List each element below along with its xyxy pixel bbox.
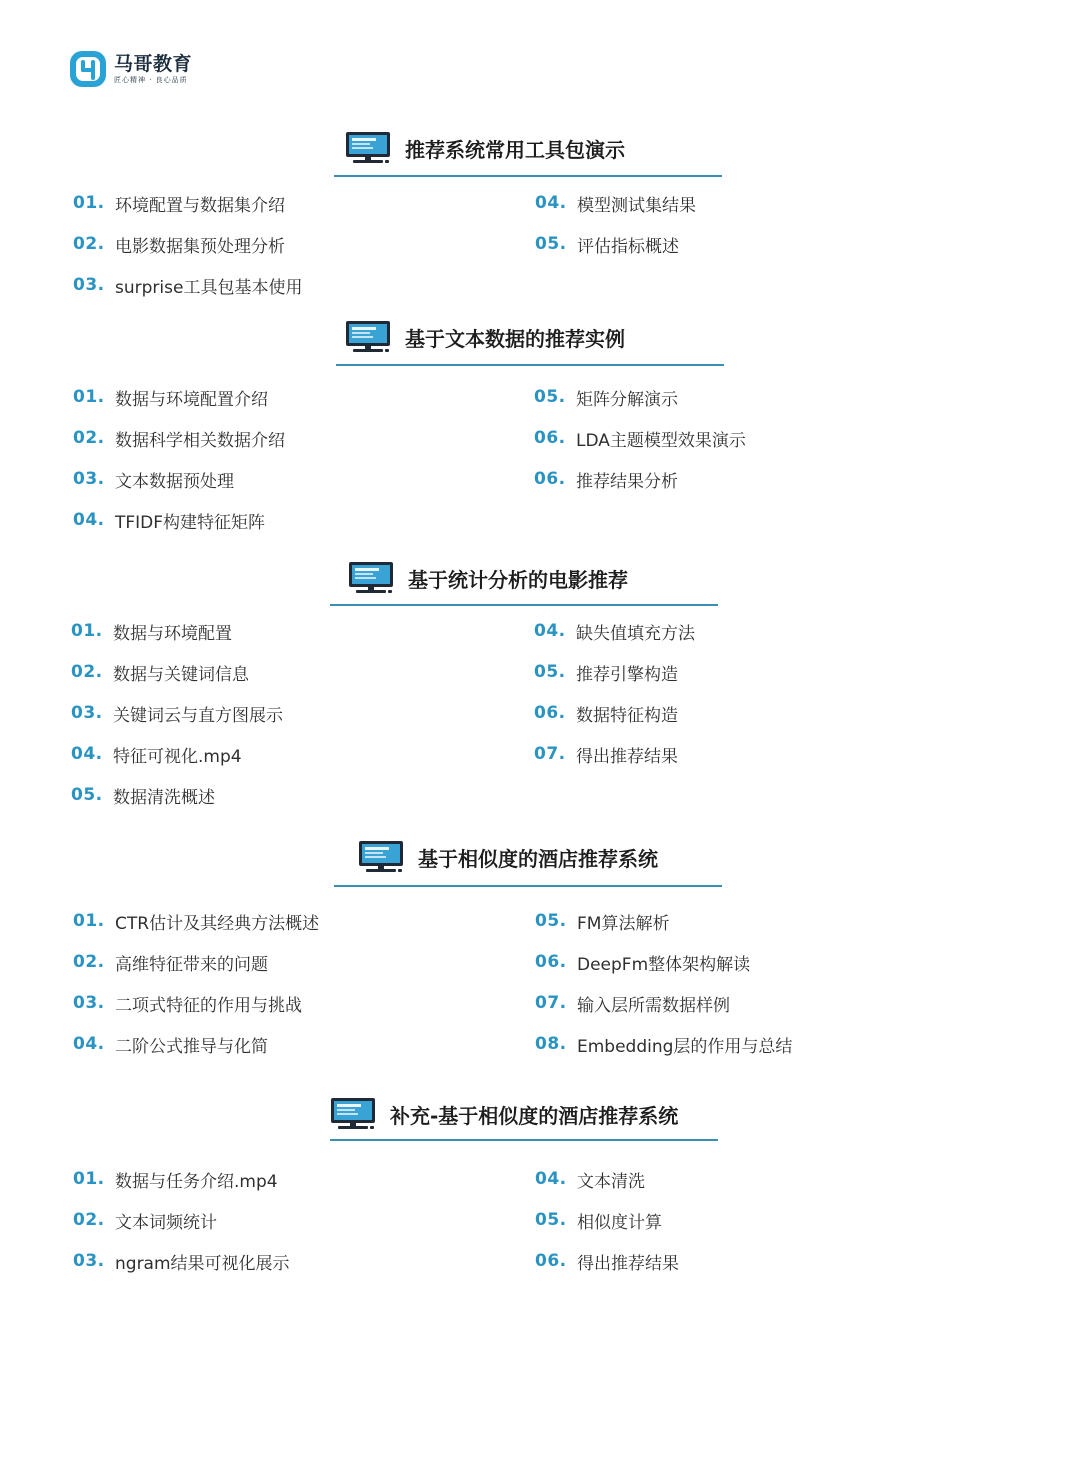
item-number: 04. <box>535 1169 567 1189</box>
brand-logo-icon <box>68 49 108 89</box>
item-number: 04. <box>71 744 103 764</box>
item-number: 01. <box>73 387 105 407</box>
monitor-icon <box>348 561 394 595</box>
item-number: 02. <box>73 952 105 972</box>
list-item <box>73 191 285 215</box>
item-label: 文本词频统计 <box>115 1212 217 1233</box>
item-label: CTR估计及其经典方法概述 <box>115 913 320 934</box>
list-item <box>535 950 750 974</box>
item-label: 相似度计算 <box>577 1212 662 1233</box>
item-label: 矩阵分解演示 <box>576 389 678 410</box>
item-number: 03. <box>71 703 103 723</box>
list-item <box>73 426 285 450</box>
item-label: 模型测试集结果 <box>577 195 696 216</box>
item-label: surprise工具包基本使用 <box>115 277 303 298</box>
list-item <box>535 1167 645 1191</box>
item-label: 输入层所需数据样例 <box>577 995 730 1016</box>
list-item <box>71 619 232 643</box>
item-label: 数据与环境配置 <box>113 623 232 644</box>
list-item <box>73 467 234 491</box>
list-item <box>73 1249 290 1273</box>
list-item <box>535 191 696 215</box>
list-item <box>73 1032 268 1056</box>
item-number: 04. <box>73 1034 105 1054</box>
item-number: 01. <box>73 911 105 931</box>
item-label: TFIDF构建特征矩阵 <box>115 512 266 533</box>
section-title: 基于统计分析的电影推荐 <box>408 567 628 592</box>
list-item <box>535 1249 679 1273</box>
item-label: 二项式特征的作用与挑战 <box>115 995 302 1016</box>
item-number: 05. <box>534 387 566 407</box>
list-item <box>71 742 242 766</box>
section-title: 基于相似度的酒店推荐系统 <box>418 846 658 871</box>
list-item <box>73 1208 217 1232</box>
list-item <box>534 385 678 409</box>
item-label: 高维特征带来的问题 <box>115 954 268 975</box>
section-header <box>345 128 625 168</box>
list-item <box>73 950 268 974</box>
item-number: 03. <box>73 275 105 295</box>
item-number: 02. <box>71 662 103 682</box>
monitor-icon <box>345 320 391 354</box>
list-item <box>73 1167 278 1191</box>
list-item <box>534 701 678 725</box>
section-title: 推荐系统常用工具包演示 <box>405 137 625 162</box>
brand-slogan: 匠心精神 · 良心品质 <box>114 76 188 84</box>
item-label: 数据科学相关数据介绍 <box>115 430 285 451</box>
item-number: 02. <box>73 234 105 254</box>
item-number: 05. <box>534 662 566 682</box>
item-label: 环境配置与数据集介绍 <box>115 195 285 216</box>
item-label: 数据与环境配置介绍 <box>115 389 268 410</box>
item-number: 05. <box>535 911 567 931</box>
item-number: 08. <box>535 1034 567 1054</box>
item-label: 评估指标概述 <box>577 236 679 257</box>
list-item <box>73 991 302 1015</box>
list-item <box>71 701 283 725</box>
list-item <box>535 909 669 933</box>
item-label: 推荐引擎构造 <box>576 664 678 685</box>
item-label: 电影数据集预处理分析 <box>115 236 285 257</box>
item-number: 05. <box>535 234 567 254</box>
item-number: 04. <box>73 510 105 530</box>
list-item <box>535 1032 792 1056</box>
monitor-icon <box>345 131 391 165</box>
monitor-icon <box>330 1097 376 1131</box>
list-item <box>534 467 678 491</box>
list-item <box>535 1208 662 1232</box>
item-number: 03. <box>73 993 105 1013</box>
item-label: 得出推荐结果 <box>576 746 678 767</box>
item-label: 数据特征构造 <box>576 705 678 726</box>
item-number: 03. <box>73 469 105 489</box>
item-label: 数据清洗概述 <box>113 787 215 808</box>
item-label: 特征可视化.mp4 <box>113 746 242 767</box>
item-label: 二阶公式推导与化简 <box>115 1036 268 1057</box>
item-label: DeepFm整体架构解读 <box>577 954 751 975</box>
list-item <box>534 619 695 643</box>
item-label: 推荐结果分析 <box>576 471 678 492</box>
item-number: 02. <box>73 1210 105 1230</box>
item-number: 03. <box>73 1251 105 1271</box>
item-number: 01. <box>71 621 103 641</box>
section-title: 基于文本数据的推荐实例 <box>405 326 625 351</box>
monitor-icon <box>358 840 404 874</box>
list-item <box>73 385 268 409</box>
item-number: 06. <box>534 703 566 723</box>
section-title: 补充-基于相似度的酒店推荐系统 <box>390 1103 679 1128</box>
item-number: 05. <box>535 1210 567 1230</box>
item-number: 01. <box>73 193 105 213</box>
list-item <box>73 508 265 532</box>
list-item <box>73 273 302 297</box>
item-label: Embedding层的作用与总结 <box>577 1036 793 1057</box>
section-underline <box>330 604 718 606</box>
item-label: 文本数据预处理 <box>115 471 234 492</box>
item-label: 缺失值填充方法 <box>576 623 695 644</box>
list-item <box>71 660 249 684</box>
section-header <box>348 558 628 598</box>
section-underline <box>334 175 722 177</box>
item-number: 06. <box>534 469 566 489</box>
list-item <box>535 991 730 1015</box>
list-item <box>73 909 319 933</box>
item-number: 05. <box>71 785 103 805</box>
item-number: 07. <box>534 744 566 764</box>
item-number: 02. <box>73 428 105 448</box>
brand-name: 马哥教育 <box>114 53 193 75</box>
section-header <box>330 1094 678 1134</box>
section-header <box>358 837 658 877</box>
list-item <box>535 232 679 256</box>
item-label: 数据与任务介绍.mp4 <box>115 1171 278 1192</box>
list-item <box>71 783 215 807</box>
brand-logo <box>68 48 192 90</box>
section-underline <box>330 1139 718 1141</box>
item-number: 04. <box>534 621 566 641</box>
item-label: 关键词云与直方图展示 <box>113 705 283 726</box>
item-label: ngram结果可视化展示 <box>115 1253 290 1274</box>
item-label: 文本清洗 <box>577 1171 645 1192</box>
list-item <box>534 742 678 766</box>
item-number: 06. <box>534 428 566 448</box>
list-item <box>73 232 285 256</box>
item-number: 07. <box>535 993 567 1013</box>
item-number: 06. <box>535 1251 567 1271</box>
item-label: 得出推荐结果 <box>577 1253 679 1274</box>
section-underline <box>336 364 724 366</box>
section-underline <box>334 885 722 887</box>
list-item <box>534 660 678 684</box>
item-label: FM算法解析 <box>577 913 670 934</box>
item-number: 06. <box>535 952 567 972</box>
item-label: 数据与关键词信息 <box>113 664 249 685</box>
section-header <box>345 317 625 357</box>
item-number: 04. <box>535 193 567 213</box>
item-label: LDA主题模型效果演示 <box>576 430 746 451</box>
list-item <box>534 426 746 450</box>
item-number: 01. <box>73 1169 105 1189</box>
